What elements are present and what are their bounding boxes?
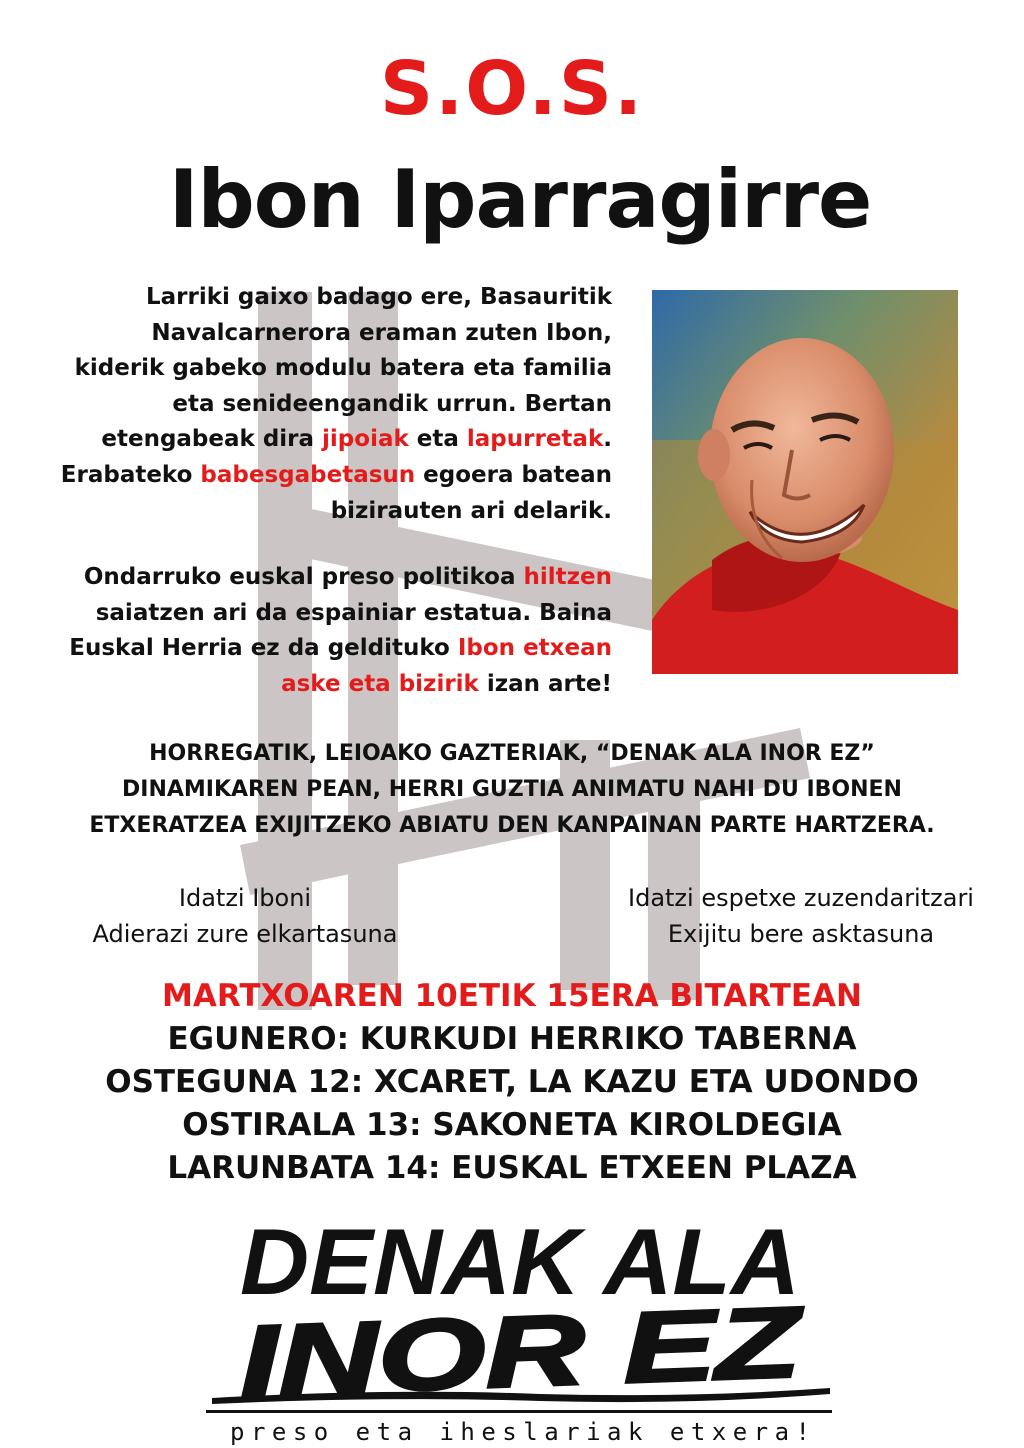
action-write-prison (596, 880, 1006, 952)
action-line: Adierazi zure elkartasuna (92, 920, 398, 948)
text-segment: kiderik gabeko modulu batera eta familia (74, 355, 612, 382)
text-segment: izan arte! (478, 670, 612, 697)
highlighted-text: Ibon etxean (457, 635, 612, 662)
text-segment: Erabateko (60, 461, 201, 488)
text-segment: eta (408, 426, 467, 453)
paragraph-line (32, 667, 612, 703)
logo-tagline: preso eta iheslariak etxera! (230, 1418, 810, 1446)
paragraph-line (32, 387, 612, 423)
highlighted-text: lapurretak (466, 426, 604, 453)
sos-heading: S.O.S. (379, 46, 645, 132)
text-segment: Ondarruko euskal preso politikoa (83, 564, 524, 590)
text-segment: Navalcarnerora eraman zuten Ibon, (151, 319, 612, 346)
schedule-line: EGUNERO: KURKUDI HERRIKO TABERNA (167, 1021, 857, 1057)
paragraph-line (32, 596, 612, 632)
announcement-line: HORREGATIK, LEIOAKO GAZTERIAK, “DENAK ALA INOR EZ” (149, 741, 875, 766)
text-segment: etengabeak dira (101, 426, 323, 453)
text-segment: egoera batean (415, 461, 612, 488)
paragraph-line (32, 494, 612, 530)
description-paragraph-2 (32, 560, 612, 702)
logo-line-2: INOR EZ (238, 1291, 648, 1418)
schedule-line: OSTEGUNA 12: XCARET, LA KAZU ETA UDONDO (105, 1064, 919, 1100)
schedule-line: LARUNBATA 14: EUSKAL ETXEEN PLAZA (167, 1150, 857, 1186)
announcement-line: ETXERATZEA EXIJITZEKO ABIATU DEN KANPAINAN PARTE HARTZERA. (89, 813, 935, 838)
schedule-line: OSTIRALA 13: SAKONETA KIROLDEGIA (182, 1107, 842, 1143)
action-write-ibon (60, 880, 430, 952)
highlighted-text: hiltzen (523, 564, 612, 590)
highlighted-text: aske eta bizirik (281, 670, 479, 697)
action-line: Idatzi Iboni (178, 884, 312, 912)
portrait-photo (652, 290, 958, 674)
logo-line-1: DENAK ALA (240, 1209, 800, 1314)
text-segment: saiatzen ari da espainiar estatua. Baina (95, 599, 612, 626)
paragraph-line (32, 280, 612, 316)
paragraph-line (32, 458, 612, 494)
schedule-dates: MARTXOAREN 10ETIK 15ERA BITARTEAN (162, 978, 862, 1014)
action-line: Idatzi espetxe zuzendaritzari (628, 884, 974, 912)
denak-ala-inor-ez-logo (190, 1208, 850, 1448)
paragraph-line (32, 351, 612, 387)
highlighted-text: jipoiak (322, 426, 409, 453)
text-segment: Euskal Herria ez da geldituko (69, 635, 458, 662)
highlighted-text: babesgabetasun (200, 461, 416, 488)
paragraph-line (32, 631, 612, 667)
action-line: Exijitu bere asktasuna (667, 920, 935, 948)
announcement-line: DINAMIKAREN PEAN, HERRI GUZTIA ANIMATU NAHI DU IBONEN (122, 777, 902, 802)
paragraph-line (32, 316, 612, 352)
paragraph-line (32, 560, 612, 596)
text-segment: . (603, 426, 612, 453)
campaign-announcement (0, 736, 1024, 844)
text-segment: bizirauten ari delarik. (330, 497, 612, 524)
schedule (0, 975, 1024, 1190)
description-paragraph-1 (32, 280, 612, 529)
text-segment: eta senideengandik urrun. Bertan (172, 390, 612, 417)
text-segment: Larriki gaixo badago ere, Basauritik (145, 284, 612, 310)
prisoner-name-title: Ibon Iparragirre (168, 153, 872, 246)
logo-divider (206, 1410, 832, 1413)
paragraph-line (32, 422, 612, 458)
